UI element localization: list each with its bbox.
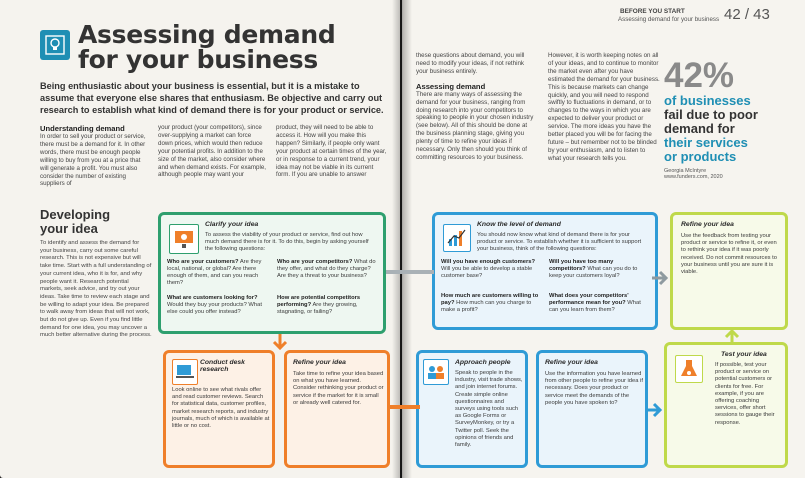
clarify-q2-text: What do they offer, and what do they charge? Are they a threat to your business?: [277, 259, 376, 279]
know-q3-title: How much are customers willing to pay?: [441, 293, 539, 306]
clarify-q3-text: Would they buy your products? What else could you offer instead?: [167, 302, 262, 315]
approach-title: Approach people: [455, 359, 511, 366]
right-page: [402, 0, 805, 478]
know-q1-text: Will you be able to develop a stable customer base?: [441, 266, 533, 279]
know-q1: [441, 259, 541, 280]
clarify-q3: [167, 295, 267, 316]
left-page: [0, 0, 400, 478]
know-q2-title: Will you have too many competitors?: [549, 259, 614, 272]
approach-body: Speak to people in the industry, visit trade shows, and join internet forums. Create simple online questionnaires and surveys using tools such as Google Forms or SurveyMonkey, or try a Twitter poll. Seek the opinions of friends and family.: [455, 370, 523, 449]
column-3: product, they will need to be able to access it. How will you make this happen? Similarly, if people only want your product at certain times of the year, or in response to a current trend, your idea may not be viable in its current form. If you are unable to answer: [276, 124, 387, 179]
desk-title: Conduct desk research: [200, 359, 245, 373]
title-line-2: for your business: [78, 45, 318, 74]
lightbulb-icon-box: [40, 30, 70, 60]
stat-line-2: fail due to poor: [664, 107, 758, 122]
clarify-q1: [167, 259, 267, 287]
section-subtitle: Assessing demand for your business: [618, 16, 720, 23]
presentation-icon: [169, 224, 199, 254]
know-title: Know the level of demand: [477, 221, 561, 228]
know-q3-text: How much can you charge to make a profit?: [441, 300, 532, 313]
section-label: BEFORE YOU START: [620, 8, 685, 15]
column-1: [40, 124, 148, 188]
clarify-q4: [277, 295, 377, 316]
arrow-right-icon: [652, 268, 672, 288]
arrow-down-icon: [270, 334, 290, 354]
developing-heading: [40, 208, 135, 236]
test-card: [664, 342, 788, 468]
test-title: Test your idea: [721, 351, 767, 358]
connector-bottom: [390, 405, 420, 409]
know-q1-title: Will you have enough customers?: [441, 259, 536, 265]
column-1-text: In order to sell your product or service, there must be a demand for it. In other words, there must be enough people willing to buy from you at a price that will generate a profit. You must also consider the number of existing suppliers of: [40, 133, 146, 188]
page-numbers: 42 / 43: [724, 6, 770, 23]
know-q4-title: What does your competitors' performance mean for you?: [549, 293, 629, 306]
stat-source-2: www.funders.com, 2020: [664, 174, 723, 180]
chart-icon: [443, 224, 471, 252]
clarify-q4-text: Are they growing, stagnating, or failing?: [277, 302, 358, 315]
connector-top: [386, 270, 434, 274]
approach-card: [416, 350, 528, 468]
stat-line-5: or products: [664, 149, 737, 164]
refine-top-title: Refine your idea: [681, 221, 734, 228]
intro-paragraph: Being enthusiastic about your business is essential, but it is a mistake to assume that everyone else shares that enthusiasm. Be objective and carry out research to establish what kind of demand there is for your product or service.: [40, 81, 384, 115]
column-4: [416, 52, 536, 162]
refine-right-body: Use the information you have learned from other people to refine your idea if necessary. Does your product or service meet the demands of the people you have spoken to?: [545, 371, 643, 406]
desk-research-card: [163, 350, 275, 468]
desk-icon: [172, 359, 198, 385]
know-q2: [549, 259, 651, 280]
refine-middle-body: Take time to refine your idea based on what you have learned. Consider rethinking your product or service if the market for it is small or already well catered for.: [293, 371, 384, 406]
column-4b-text: There are many ways of assessing the demand for your business, ranging from doing research into your competitors to speaking to people in your chosen industry (see below). All of this should be done at the business planning stage, giving you plenty of time to refine your ideas if necessary. Only then should you think of committing resources to your business.: [416, 90, 534, 161]
know-q4: [549, 293, 651, 314]
refine-right-title: Refine your idea: [545, 359, 598, 366]
know-q4-text: What can you learn from them?: [549, 300, 641, 313]
stat-line-3: demand for: [664, 121, 735, 136]
developing-heading-line-2: your idea: [40, 221, 98, 236]
refine-middle-title: Refine your idea: [293, 359, 346, 366]
know-q3: [441, 293, 541, 314]
desk-body: Look online to see what rivals offer and read customer reviews. Search for statistical data, customer profiles, market research reports, and industry journals, much of which is available at little or no cost.: [172, 387, 270, 430]
refine-top-body: Use the feedback from testing your product or service to refine it, or even to rethink your idea if it was poorly received. Do not commit resources to your business until you are sure it is viable.: [681, 233, 778, 276]
stat-line-4: their services: [664, 135, 748, 150]
know-body: You should now know what kind of demand there is for your product or service. To establish whether it is sufficient to support your business, think of the following questions:: [477, 232, 642, 253]
people-icon: [423, 359, 449, 385]
title-line-1: Assessing demand: [78, 20, 336, 49]
stat-block: [660, 58, 788, 180]
stat-value: 42%: [664, 56, 735, 95]
clarify-card: [158, 212, 386, 334]
developing-heading-line-1: Developing: [40, 207, 111, 222]
clarify-q1-title: Who are your customers?: [167, 259, 239, 265]
clarify-q2: [277, 259, 377, 280]
arrow-right-bottom-icon: [648, 400, 666, 420]
refine-middle-card: [284, 350, 390, 468]
clarify-body: To assess the viability of your product or service, find out how much demand there is for it. To do this, begin by asking yourself the following questions:: [205, 232, 369, 253]
column-5: However, it is worth keeping notes on all of your ideas, and to continue to monitor the market even after you have estimated the demand for your business. This is because markets can change quickly, and you will need to respond swiftly to fluctuations in demand, or to changes to the ways in which you are expected to deliver your product or service. The more ideas you have the better placed you will be for facing the future – but remember not to be blinded by your enthusiasm, and to listen to what your research tells you.: [548, 52, 660, 162]
test-body: If possible, test your product or service on potential customers or clients for free. For example, if you are offering coaching services, offer short sessions to gauge their response.: [715, 362, 775, 426]
refine-right-card: [536, 350, 648, 468]
clarify-q4-title: How are potential competitors performing?: [277, 295, 361, 308]
clarify-title: Clarify your idea: [205, 221, 259, 228]
column-4-text: these questions about demand, you will need to modify your ideas, if not rethink your business entirely.: [416, 52, 525, 75]
stat-source-1: Georgia McIntyre: [664, 168, 707, 174]
page-title: [78, 22, 335, 72]
clarify-q1-text: Are they local, national, or global? Are there enough of them, and can you reach them?: [167, 259, 262, 286]
refine-top-card: [670, 212, 788, 330]
developing-text: To identify and assess the demand for your business, carry out some careful research. This is not expensive but will take time. Start with a full understanding of your current idea, who it is for, and why people want it. Research potential markets, seek advice, and try out your ideas. Take time to review each stage and be willing to adapt your idea. Be prepared to walk away from ideas that will not work, but do not give up. Even if you find little demand for one idea, you may uncover a much better alternative during the process.: [40, 240, 152, 339]
lightbulb-icon: [40, 30, 70, 60]
clarify-q3-title: What are customers looking for?: [167, 295, 258, 301]
know-q2-text: What can you do to keep your customers loyal?: [549, 266, 638, 279]
clarify-q2-title: Who are your competitors?: [277, 259, 353, 265]
know-demand-card: [432, 212, 658, 330]
stat-line-1: of businesses: [664, 93, 751, 108]
assessing-demand-heading: Assessing demand: [416, 81, 486, 91]
understanding-demand-heading: Understanding demand: [40, 124, 125, 133]
arrow-up-icon: [722, 328, 742, 344]
column-2: your product (your competitors), since over-supplying a market can force down prices, which would then reduce your potential profits. In addition to the size of the market, also consider where and when demand exists. For example, although people may want your: [158, 124, 266, 179]
flask-icon: [675, 355, 703, 383]
